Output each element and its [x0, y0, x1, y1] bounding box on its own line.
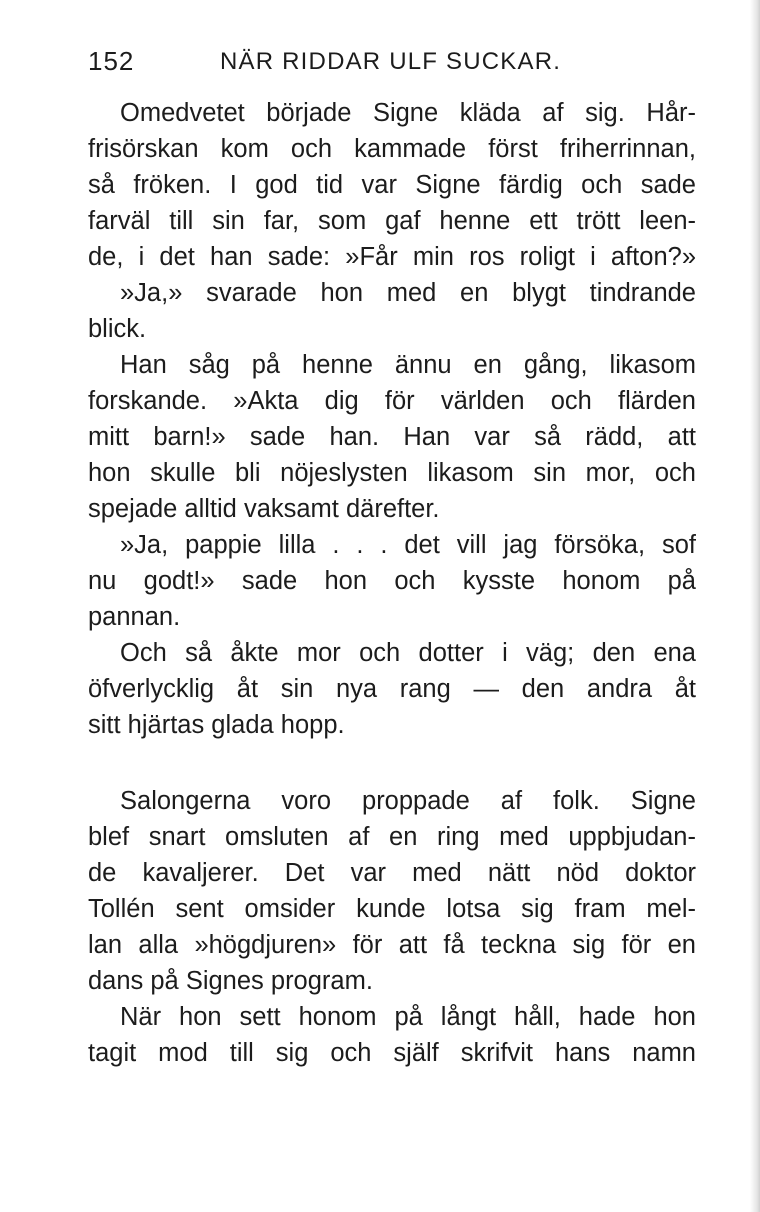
text-line: frisörskan kom och kammade först friherrinnan,	[88, 135, 696, 163]
text-line: sitt hjärtas glada hopp.	[88, 711, 345, 739]
text-line: de, i det han sade: »Får min ros roligt i afton?»	[88, 243, 696, 271]
text-block-2	[88, 783, 696, 1071]
text-line: Och så åkte mor och dotter i väg; den ena	[120, 639, 696, 667]
text-line: När hon sett honom på långt håll, hade hon	[120, 1003, 696, 1031]
text-line: nu godt!» sade hon och kysste honom på	[88, 567, 696, 595]
text-line: blef snart omsluten af en ring med uppbjudan-	[88, 823, 696, 851]
text-line: öfverlycklig åt sin nya rang — den andra åt	[88, 675, 696, 703]
text-line: forskande. »Akta dig för världen och flärden	[88, 387, 696, 415]
text-line: spejade alltid vaksamt därefter.	[88, 495, 440, 523]
text-line: »Ja,» svarade hon med en blygt tindrande	[120, 279, 696, 307]
text-line: farväl till sin far, som gaf henne ett trött leen-	[88, 207, 696, 235]
text-line: Han såg på henne ännu en gång, likasom	[120, 351, 696, 379]
text-block-1	[88, 95, 696, 743]
text-line: Tollén sent omsider kunde lotsa sig fram mel-	[88, 895, 696, 923]
text-line: mitt barn!» sade han. Han var så rädd, att	[88, 423, 696, 451]
text-line: blick.	[88, 315, 147, 343]
page-number: 152	[88, 46, 135, 76]
text-line: dans på Signes program.	[88, 967, 373, 995]
text-line: hon skulle bli nöjeslysten likasom sin mor, och	[88, 459, 696, 487]
text-line: pannan.	[88, 603, 181, 631]
page-header	[88, 44, 696, 84]
running-head: NÄR RIDDAR ULF SUCKAR.	[220, 48, 562, 75]
text-line: »Ja, pappie lilla . . . det vill jag försöka, sof	[120, 531, 696, 559]
page-edge-shadow	[750, 0, 760, 1212]
text-line: lan alla »högdjuren» för att få teckna sig för en	[88, 931, 696, 959]
text-line: Omedvetet började Signe kläda af sig. Hår-	[120, 99, 696, 127]
text-line: så fröken. I god tid var Signe färdig och sade	[88, 171, 696, 199]
text-line: tagit mod till sig och själf skrifvit hans namn	[88, 1039, 696, 1067]
text-line: Salongerna voro proppade af folk. Signe	[120, 787, 696, 815]
text-line: de kavaljerer. Det var med nätt nöd doktor	[88, 859, 696, 887]
